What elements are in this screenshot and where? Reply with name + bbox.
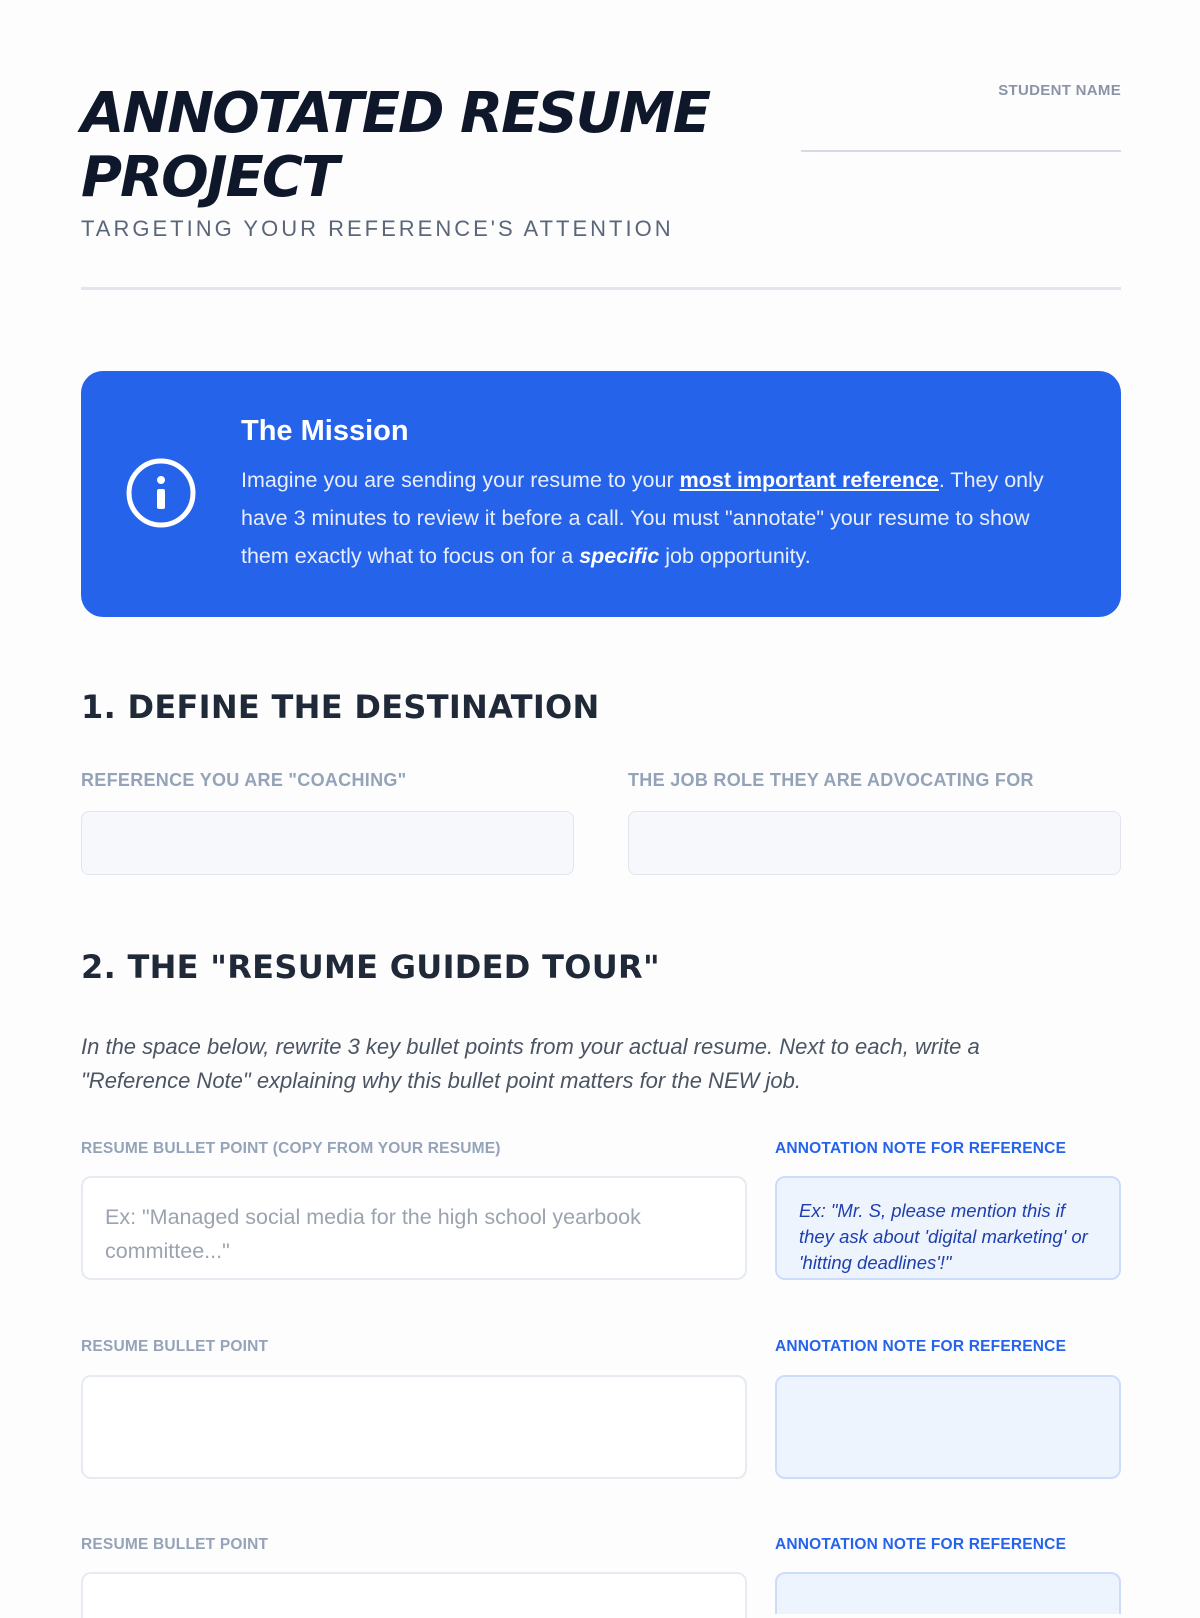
- mission-callout: [81, 371, 1121, 617]
- note-input-1[interactable]: Ex: "Mr. S, please mention this if they ask about 'digital marketing' or 'hitting deadlines'!": [775, 1176, 1121, 1280]
- info-icon: [125, 457, 197, 529]
- reference-input[interactable]: [81, 811, 574, 875]
- mission-text: [241, 461, 1081, 575]
- section-1-title: 1. DEFINE THE DESTINATION: [81, 688, 600, 726]
- bullet-label-1: RESUME BULLET POINT (COPY FROM YOUR RESUME): [81, 1140, 501, 1157]
- page-title: ANNOTATED RESUME PROJECT: [81, 81, 710, 210]
- student-name-field[interactable]: [801, 150, 1121, 152]
- bullet-input-2[interactable]: [81, 1375, 747, 1479]
- job-role-input[interactable]: [628, 811, 1121, 875]
- note-input-3[interactable]: [775, 1572, 1121, 1614]
- note-label-3: ANNOTATION NOTE FOR REFERENCE: [775, 1536, 1067, 1553]
- mission-text-end: job opportunity.: [659, 544, 811, 568]
- student-name-label: STUDENT NAME: [998, 82, 1121, 99]
- section-2-title: 2. THE "RESUME GUIDED TOUR": [81, 948, 660, 986]
- bullet-input-3[interactable]: [81, 1572, 747, 1618]
- note-input-2[interactable]: [775, 1375, 1121, 1479]
- mission-text-start: Imagine you are sending your resume to your: [241, 468, 680, 492]
- note-label-1: ANNOTATION NOTE FOR REFERENCE: [775, 1140, 1067, 1157]
- mission-emphasis: specific: [579, 544, 660, 568]
- mission-text-middle: . They only have 3 minutes to review it before a call. You must "annotate" your resume to show them exactly what to focus on for a: [241, 468, 1044, 568]
- page-subtitle: TARGETING YOUR REFERENCE'S ATTENTION: [81, 216, 674, 241]
- bullet-label-2: RESUME BULLET POINT: [81, 1338, 269, 1355]
- bullet-input-1[interactable]: Ex: "Managed social media for the high school yearbook committee...": [81, 1176, 747, 1280]
- bullet-label-3: RESUME BULLET POINT: [81, 1536, 269, 1553]
- section-2-instructions: In the space below, rewrite 3 key bullet points from your actual resume. Next to each, write a "Reference Note" explaining why this bullet point matters for the NEW job.: [81, 1034, 980, 1093]
- mission-title: The Mission: [241, 415, 409, 447]
- reference-label: REFERENCE YOU ARE "COACHING": [81, 770, 407, 790]
- job-role-label: THE JOB ROLE THEY ARE ADVOCATING FOR: [628, 770, 1034, 790]
- mission-highlight: most important reference: [679, 468, 939, 492]
- header-divider: [81, 287, 1121, 290]
- note-label-2: ANNOTATION NOTE FOR REFERENCE: [775, 1338, 1067, 1355]
